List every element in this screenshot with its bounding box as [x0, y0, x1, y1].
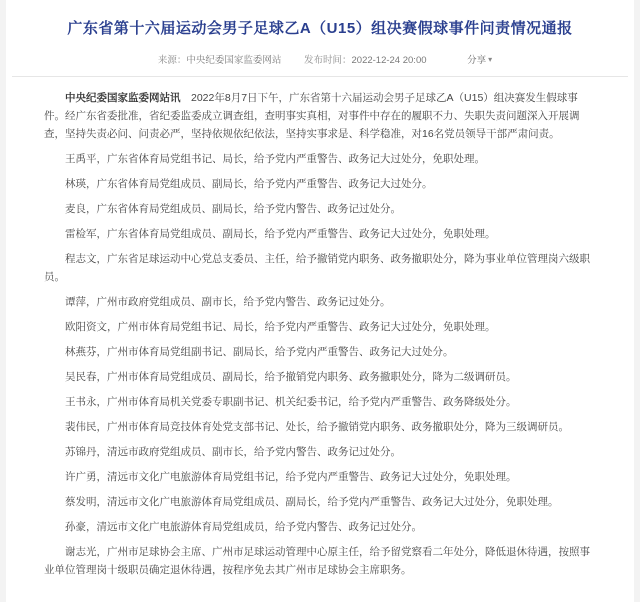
official-paragraph: 麦良，广东省体育局党组成员、副局长，给予党内警告、政务记过处分。: [65, 203, 401, 215]
official-paragraph: 林燕芬，广州市体育局党组副书记、副局长，给予党内严重警告、政务记大过处分。: [65, 346, 454, 358]
article-page: [6, 0, 634, 602]
meta-source: [158, 55, 282, 66]
official-paragraph: 王禹平，广东省体育局党组书记、局长，给予党内严重警告、政务记大过处分，免职处理。: [65, 153, 485, 165]
article-lead: [44, 89, 596, 143]
meta-time-value: 2022-12-24 20:00: [351, 55, 427, 66]
official-paragraph: 孙豪，清远市文化广电旅游体育局党组成员，给予党内警告、政务记过处分。: [65, 521, 422, 533]
lead-text: 2022年8月7日下午，广东省第十六届运动会男子足球乙A（U15）组决赛发生假球事件。经广东省委批准，省纪委监委成立调查组，查明事实真相，对事件中存在的履职不力、失职失责问题深入开展调查，坚持失责必问、问责必严，坚持依规依纪依法，坚持实事求是、科学稳准，对16名党员领导干部严肃问责。: [44, 92, 580, 140]
meta-source-label: 来源：: [157, 55, 187, 66]
caret-down-icon: ▾: [488, 55, 493, 64]
article-body: [6, 77, 634, 579]
official-paragraph: 谢志光，广州市足球协会主席、广州市足球运动管理中心原主任，给予留党察看二年处分，降低退休待遇，按照事业单位管理岗十级职员确定退休待遇，按程序免去其广州市足球协会主席职务。: [44, 546, 590, 576]
official-paragraph: 许广勇，清远市文化广电旅游体育局党组书记，给予党内严重警告、政务记大过处分，免职处理。: [65, 471, 517, 483]
official-paragraph: 谭萍，广州市政府党组成员、副市长，给予党内警告、政务记过处分。: [65, 296, 391, 308]
official-paragraph: 雷检军，广东省体育局党组成员、副局长，给予党内严重警告、政务记大过处分，免职处理。: [65, 228, 496, 240]
page-title: 广东省第十六届运动会男子足球乙A（U15）组决赛假球事件问责情况通报: [67, 20, 573, 37]
lead-source-bold: 中央纪委国家监委网站讯: [65, 92, 181, 104]
official-paragraph: 程志文，广东省足球运动中心党总支委员、主任，给予撤销党内职务、政务撤职处分，降为事业单位管理岗六级职员。: [44, 253, 590, 283]
article-meta: [6, 52, 634, 66]
share-label: 分享: [467, 55, 487, 66]
official-paragraph: 裴伟民，广州市体育局竞技体育处党支部书记、处长，给予撤销党内职务、政务撤职处分，降为三级调研员。: [65, 421, 569, 433]
meta-publish-time: [304, 55, 427, 66]
official-paragraph: 苏锦丹，清远市政府党组成员、副市长，给予党内警告、政务记过处分。: [65, 446, 401, 458]
meta-time-label: 发布时间：: [303, 55, 352, 66]
official-paragraph: 蔡发明，清远市文化广电旅游体育局党组成员、副局长，给予党内严重警告、政务记大过处分，免职处理。: [65, 496, 559, 508]
share-dropdown[interactable]: [467, 52, 492, 66]
official-paragraph: 欧阳资文，广州市体育局党组书记、局长，给予党内严重警告、政务记大过处分，免职处理。: [65, 321, 496, 333]
official-paragraph: 吴民春，广州市体育局党组成员、副局长，给予撤销党内职务、政务撤职处分，降为二级调研员。: [65, 371, 517, 383]
official-paragraph: 王书永，广州市体育局机关党委专职副书记、机关纪委书记，给予党内严重警告、政务降级处分。: [65, 396, 517, 408]
official-paragraph: 林瑛，广东省体育局党组成员、副局长，给予党内严重警告、政务记大过处分。: [65, 178, 433, 190]
meta-source-value: 中央纪委国家监委网站: [186, 55, 282, 66]
